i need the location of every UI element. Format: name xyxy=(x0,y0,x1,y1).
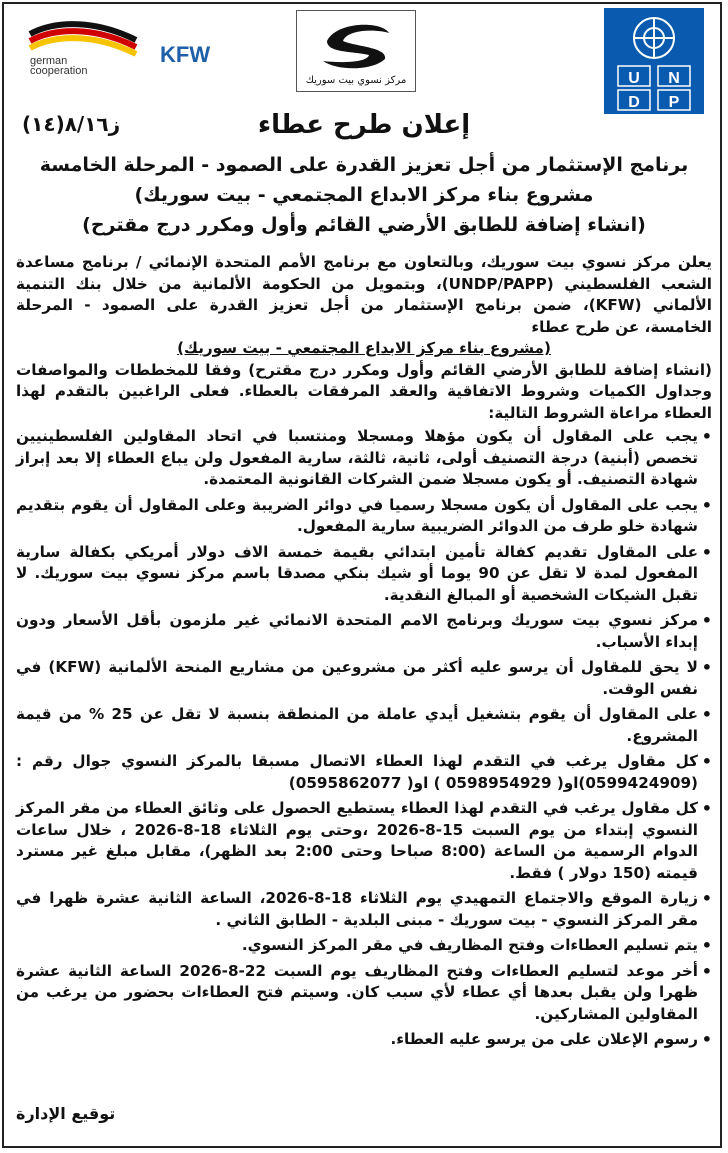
svg-text:german: german xyxy=(30,55,68,67)
condition-item: • يجب على المقاول أن يكون مؤهلا ومسجلا ومنتسبا في اتحاد المقاولين الفلسطينيين تخصص (أبنية) درجة التصنيف أولى، ثانية، ثالثة، سارية المفعول ولن يباع العطاء إلا بعد إبراز شهادة التصنيف. أو يكون مسجلا ضمن الشركات القانونية المعتمدة. xyxy=(16,426,698,491)
center-logo xyxy=(296,10,416,92)
headline-2: مشروع بناء مركز الابداع المجتمعي - بيت سوريك) xyxy=(134,184,594,206)
condition-item: • مركز نسوي بيت سوريك وبرنامج الامم المتحدة الانمائي غير ملزمون بأقل الأسعار ودون إبداء الأسباب. xyxy=(16,610,698,653)
condition-item: • على المقاول أن يقوم بتشغيل أيدي عاملة من المنطقة بنسبة لا تقل عن 25 % من قيمة المشروع. xyxy=(16,704,698,747)
condition-item: • لا يحق للمقاول أن يرسو عليه أكثر من مشروعين من مشاريع المنحة الألمانية (KFW) في نفس الوقت. xyxy=(16,657,698,700)
header xyxy=(0,0,728,120)
headline-1: برنامج الإستثمار من أجل تعزيز القدرة على الصمود - المرحلة الخامسة xyxy=(39,154,689,176)
svg-text:D: D xyxy=(628,94,640,111)
svg-text:P: P xyxy=(668,94,680,111)
svg-text:N: N xyxy=(668,70,680,87)
intro-paragraph-2: (انشاء إضافة للطابق الأرضي القائم وأول ومكرر درج مقترح) وفقا للمخططات والمواصفات وجداول الكميات وشروط الاتفاقية والعقد المرفقات بالعطاء. فعلى الراغبين بالتقدم لهذا العطاء مراعاة الشروط التالية: xyxy=(16,360,712,422)
undp-logo xyxy=(604,8,704,114)
headline-block xyxy=(20,150,708,240)
german-cooperation-logo xyxy=(26,18,151,78)
condition-item: • رسوم الإعلان على من يرسو عليه العطاء. xyxy=(16,1029,698,1051)
page-title: إعلان طرح عطاء xyxy=(257,110,471,140)
project-line: (مشروع بناء مركز الابداع المجتمعي - بيت سوريك) xyxy=(177,339,551,357)
conditions-list xyxy=(16,426,712,1051)
intro-paragraph: يعلن مركز نسوي بيت سوريك، وبالتعاون مع برنامج الأمم المتحدة الإنمائي / برنامج مساعدة الشعب الفلسطيني (UNDP/PAPP)، وبتمويل من الحكومة الألمانية من خلال بنك التنمية الألماني (KFW)، ضمن برنامج الإستثمار من أجل تعزيز القدرة على الصمود - المرحلة الخامسة، عن طرح عطاء xyxy=(16,253,712,336)
headline-3: (انشاء إضافة للطابق الأرضي القائم وأول ومكرر درج مقترح) xyxy=(82,214,646,236)
svg-text:مركز نسوي بيت سوريك: مركز نسوي بيت سوريك xyxy=(305,75,407,86)
document-number: ز٨/١٦(١٤) xyxy=(22,112,121,136)
condition-item: • كل مقاول يرغب في التقدم لهذا العطاء يستطيع الحصول على وثائق العطاء من مقر المركز النسوي إبتداء من يوم السبت 15-8-2026 ،وحتى يوم الثلاثاء 18-8-2026 ، خلال ساعات الدوام الرسمية من الساعة (8:00 صباحا وحتى 2:00 بعد الظهر)، مقابل مبلغ غير مسترد قيمته (150 دولار ) فقط. xyxy=(16,798,698,884)
announcement-body xyxy=(16,252,712,1055)
svg-text:U: U xyxy=(628,70,640,87)
condition-item: • يجب على المقاول أن يكون مسجلا رسميا في دوائر الضريبة وعلى المقاول أن يقوم بتقديم شهادة خلو طرف من الدوائر الضريبية سارية المفعول. xyxy=(16,495,698,538)
condition-item: • كل مقاول يرغب في التقدم لهذا العطاء الاتصال مسبقا بالمركز النسوي جوال رقم : (0599424909)او( 0598954929 ) او( 0595862077) xyxy=(16,751,698,794)
condition-item: • أخر موعد لتسليم العطاءات وفتح المظاريف يوم السبت 22-8-2026 الساعة الثانية عشرة ظهرا ولن يقبل بعدها أي عطاء لأي سبب كان. وسيتم فتح العطاءات بحضور من يرغب من المقاولين المشاركين. xyxy=(16,961,698,1026)
condition-item: • على المقاول تقديم كفالة تأمين ابتدائي بقيمة خمسة الاف دولار أمريكي بكفالة سارية المفعول لمدة لا تقل عن 90 يوما أو شيك بنكي مصدقا باسم مركز نسوي بيت سوريك. لا تقبل الشيكات الشخصية أو المبالغ النقدية. xyxy=(16,542,698,607)
signature: توقيع الإدارة xyxy=(16,1104,116,1123)
svg-text:cooperation: cooperation xyxy=(30,65,88,77)
condition-item: • يتم تسليم العطاءات وفتح المظاريف في مقر المركز النسوي. xyxy=(16,935,698,957)
condition-item: • زيارة الموقع والاجتماع التمهيدي يوم الثلاثاء 18-8-2026، الساعة الثانية عشرة ظهرا في مقر المركز النسوي - بيت سوريك - مبنى البلدية - الطابق الثاني . xyxy=(16,888,698,931)
kfw-logo: KFW xyxy=(160,42,211,67)
